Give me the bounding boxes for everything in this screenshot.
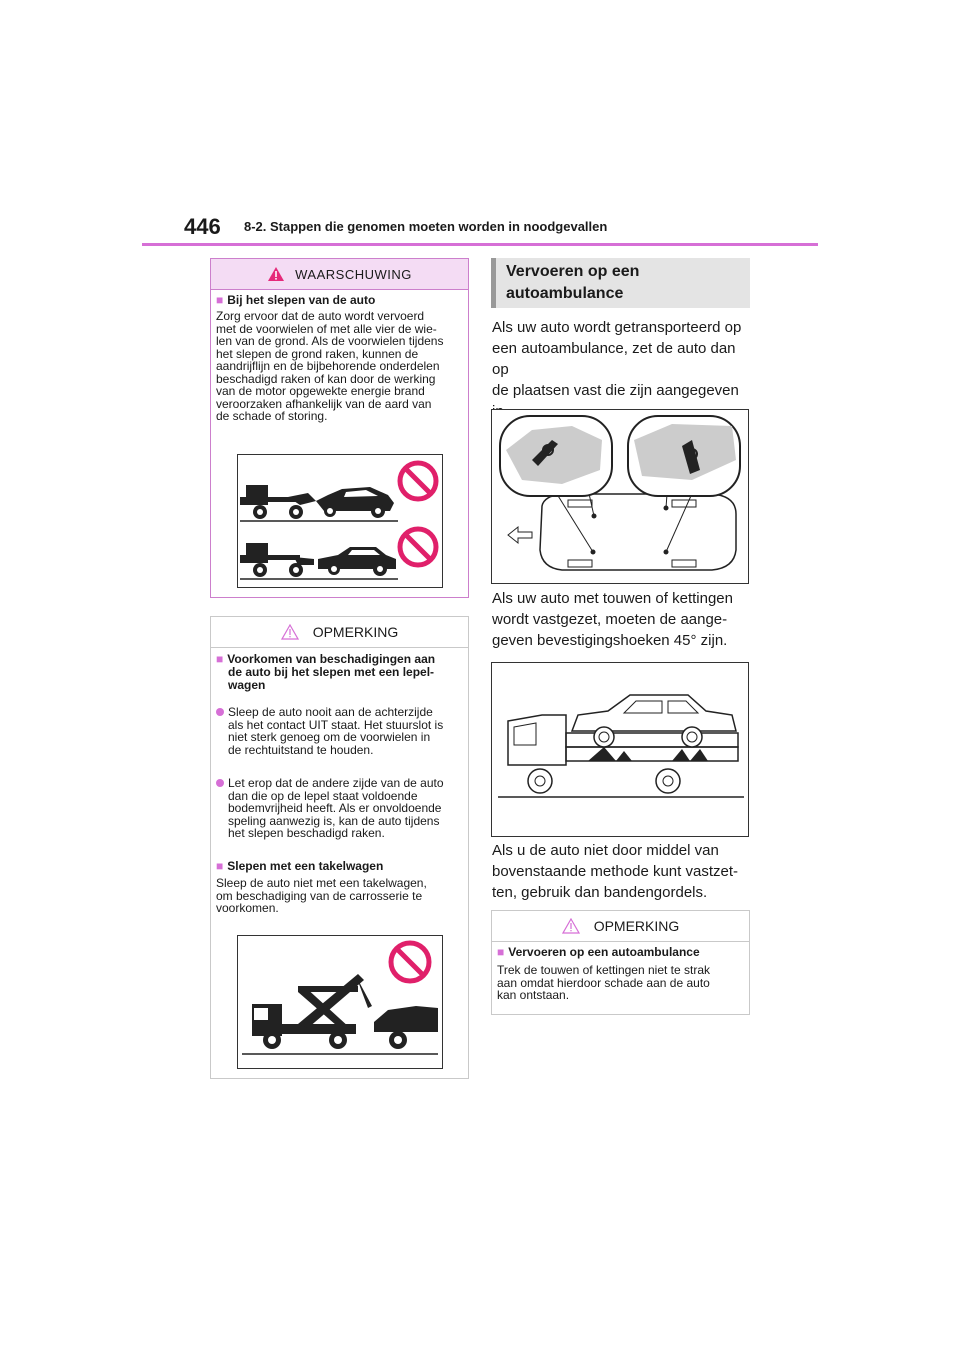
towing-illustration (237, 454, 443, 588)
section-paragraph-3: Als u de auto niet door middel van bovenstaande methode kunt vastzet- ten, gebruik dan bandengordels. (492, 842, 738, 901)
warning-triangle-icon (267, 266, 285, 282)
header-rule (142, 243, 818, 246)
note-item-title: ■ Vervoeren op een autoambulance (497, 945, 700, 959)
note-triangle-icon (281, 624, 299, 640)
page-number: 446 (184, 214, 221, 239)
car-carrier-illustration (491, 662, 749, 837)
note-bullet-1: Sleep de auto nooit aan de achterzijde als het contact UIT staat. Het stuurslot is niet sterk genoeg om de voorwielen in de rechtuitstand te houden. (216, 706, 468, 756)
note-title: OPMERKING (593, 918, 680, 934)
prohibited-icon (400, 463, 436, 499)
note-bullet-2: Let erop dat de andere zijde van de auto dan die op de lepel staat voldoende bodemvrijheid heeft. Als er onvoldoende speling aanwezig is, kan de auto tijdens het slepen beschadigd raken. (216, 777, 468, 840)
note-header (492, 911, 749, 942)
prohibited-icon (400, 529, 436, 565)
tie-down-points-illustration (491, 409, 749, 584)
note-header (211, 617, 468, 648)
section-paragraph-2: Als uw auto met touwen of kettingen wordt vastgezet, moeten de aange- geven bevestigingshoeken 45° zijn. (492, 590, 733, 649)
note-title: OPMERKING (312, 624, 399, 640)
section-heading: Vervoeren op een autoambulance (491, 258, 750, 308)
warning-item-title: ■ Bij het slepen van de auto (216, 293, 376, 307)
note-box-towing (210, 616, 469, 1079)
note-item-title: ■ Voorkomen van beschadigingen aan de auto bij het slepen met een lepel- wagen (216, 652, 436, 692)
warning-box (210, 258, 469, 598)
note-box-carrier (491, 910, 750, 1015)
warning-header (211, 259, 468, 290)
note-triangle-icon (562, 918, 580, 934)
warning-text: Zorg ervoor dat de auto wordt vervoerd met de voorwielen of met alle vier de wie- len van de grond. Als de voorwielen tijdens het slepen de grond raken, kunnen de aandrijflijn en de bijbehorende onderdelen beschadigd raken of kan door de werking van de motor opgewekte energie brand veroorzaken afhankelijk van de aard van de schade of storing. (216, 309, 444, 423)
wrecker-illustration (237, 935, 443, 1069)
note-text-2: Sleep de auto niet met een takelwagen, om beschadiging van de carrosserie te voorkomen. (216, 876, 427, 915)
note-text: Trek de touwen of kettingen niet te strak aan omdat hierdoor schade aan de auto kan ontstaan. (497, 963, 711, 1002)
section-paragraph-1: Als uw auto wordt getransporteerd op een autoambulance, zet de auto dan op de plaatsen vast die zijn aangegeven (492, 319, 742, 399)
warning-title: WAARSCHUWING (295, 266, 412, 282)
prohibited-icon (391, 943, 429, 981)
chapter-title: 8-2. Stappen die genomen moeten worden in noodgevallen (244, 219, 608, 234)
note-item-title-2: ■ Slepen met een takelwagen (216, 859, 384, 873)
